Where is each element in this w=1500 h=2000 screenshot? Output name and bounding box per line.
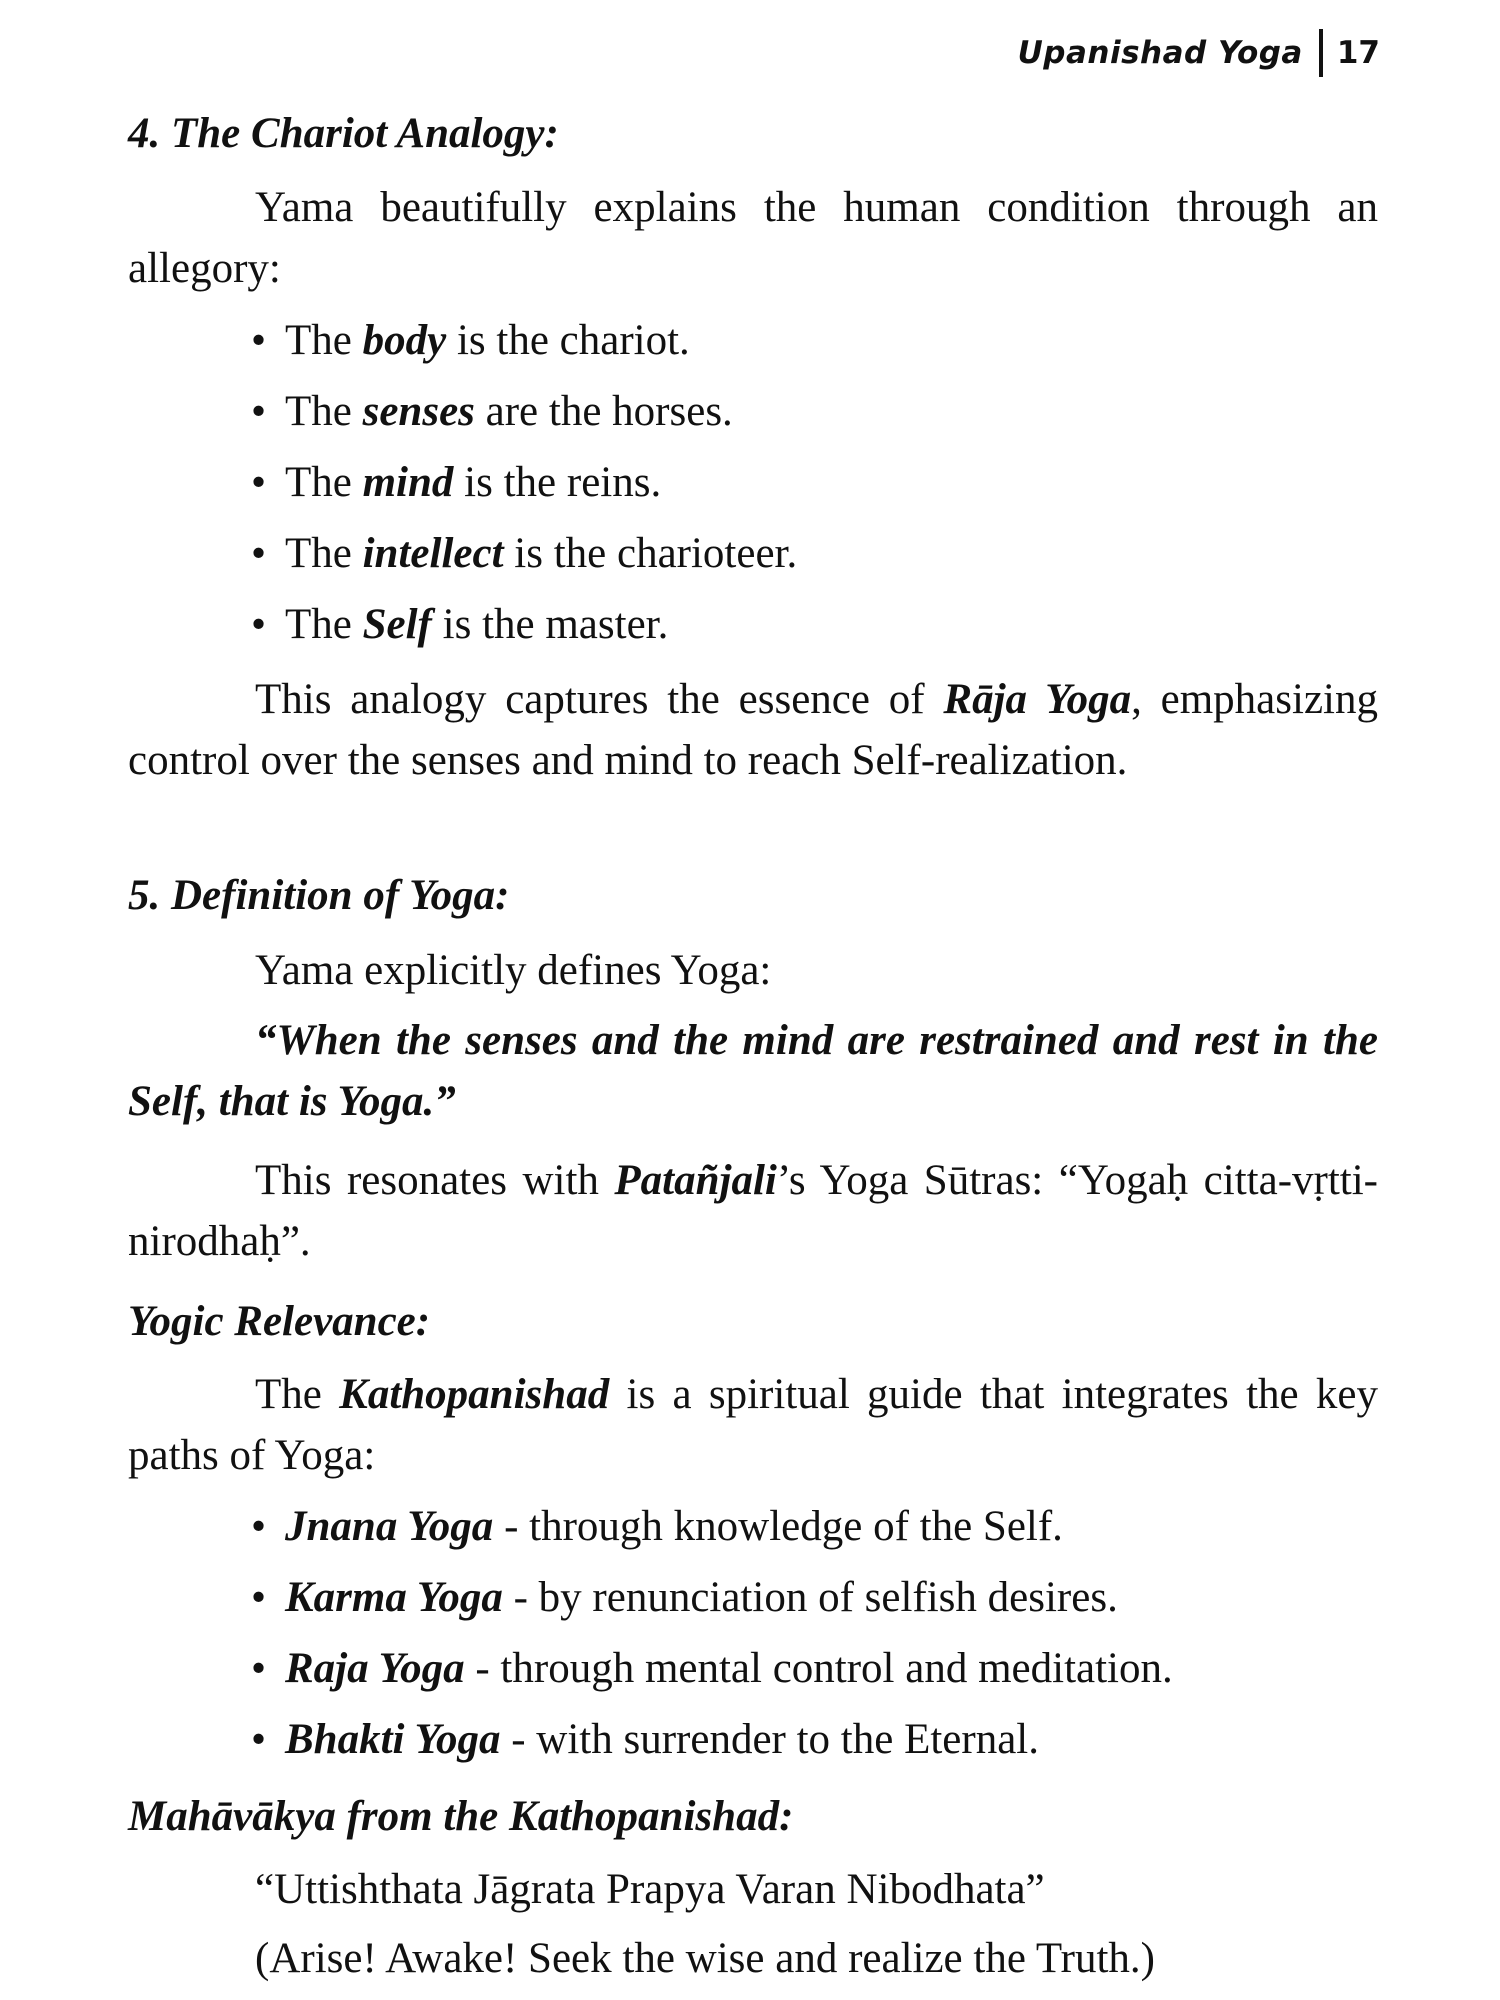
paragraph-text: This analogy captures the essence of xyxy=(255,676,944,723)
paragraph-text: Yama explicitly defines Yoga: xyxy=(255,947,772,994)
list-item-text: - by renunciation of selfish desires. xyxy=(502,1574,1118,1621)
sanskrit-line: “Uttishthata Jāgrata Prapya Varan Nibodhata” xyxy=(255,1866,1045,1913)
list-item-text: The xyxy=(285,388,363,435)
bullet-dot: • xyxy=(251,601,267,648)
quotation xyxy=(128,1010,1378,1132)
section-heading: 4. The Chariot Analogy: xyxy=(128,110,559,157)
running-title: Upanishad Yoga xyxy=(1017,35,1303,71)
emphasized-term: body xyxy=(362,317,447,364)
bullet-dot: • xyxy=(251,1716,267,1763)
translation-line: (Arise! Awake! Seek the wise and realize the Truth.) xyxy=(255,1935,1155,1982)
paragraph-text: This resonates with xyxy=(255,1157,615,1204)
bullet-dot: • xyxy=(251,1503,267,1550)
bullet-dot: • xyxy=(251,1574,267,1621)
header-divider xyxy=(1319,29,1323,77)
paragraph-text: The xyxy=(255,1371,340,1418)
emphasized-term: Karma Yoga xyxy=(285,1574,503,1621)
emphasized-term: Raja Yoga xyxy=(285,1645,465,1692)
page-number: 17 xyxy=(1336,35,1380,71)
list-item-text: is the reins. xyxy=(453,459,662,506)
list-item-text: The xyxy=(285,317,363,364)
emphasized-term: Patañjali xyxy=(614,1157,777,1204)
list-item xyxy=(128,311,1500,371)
list-item-text: - with surrender to the Eternal. xyxy=(500,1716,1039,1763)
list-item xyxy=(128,1568,1500,1628)
bullet-dot: • xyxy=(251,1645,267,1692)
list-item-text: is the master. xyxy=(431,601,669,648)
paragraph xyxy=(128,177,1378,299)
emphasized-term: Self xyxy=(362,601,432,648)
bullet-dot: • xyxy=(251,388,267,435)
emphasized-term: Jnana Yoga xyxy=(285,1503,494,1550)
paragraph xyxy=(128,940,1378,1001)
list-item xyxy=(128,1710,1500,1770)
emphasized-term: mind xyxy=(362,459,454,506)
section-heading: Mahāvākya from the Kathopanishad: xyxy=(128,1793,794,1840)
list-item xyxy=(128,524,1500,584)
paragraph xyxy=(128,1364,1378,1486)
emphasized-term: Bhakti Yoga xyxy=(285,1716,501,1763)
list-item-text: The xyxy=(285,530,363,577)
list-item-text: is the chariot. xyxy=(446,317,690,364)
paragraph-text: is a spiritual guide that integrates the key paths of Yoga: xyxy=(128,1371,1378,1479)
section-heading: Yogic Relevance: xyxy=(128,1298,431,1345)
bullet-dot: • xyxy=(251,317,267,364)
list-item xyxy=(128,1497,1500,1557)
list-item-text: are the horses. xyxy=(474,388,733,435)
list-item-text: - through knowledge of the Self. xyxy=(493,1503,1063,1550)
list-item-text: - through mental control and meditation. xyxy=(464,1645,1173,1692)
bullet-dot: • xyxy=(251,530,267,577)
list-item-text: The xyxy=(285,601,363,648)
emphasized-term: intellect xyxy=(362,530,504,577)
list-item-text: The xyxy=(285,459,363,506)
emphasized-term: senses xyxy=(362,388,475,435)
running-header xyxy=(1018,22,1380,84)
paragraph xyxy=(128,669,1378,791)
paragraph-text: ’s Yoga Sūtras: “Yogaḥ citta-vṛtti-nirodhaḥ”. xyxy=(128,1157,1378,1265)
paragraph-text: Yama beautifully explains the human condition through an allegory: xyxy=(128,184,1378,292)
paragraph-text: , emphasizing control over the senses and mind to reach Self-realization. xyxy=(128,676,1378,784)
emphasized-term: Rāja Yoga xyxy=(943,676,1132,723)
quotation-text: “When the senses and the mind are restrained and rest in the Self, that is Yoga.” xyxy=(128,1017,1378,1125)
paragraph xyxy=(128,1150,1378,1272)
list-item xyxy=(128,595,1500,655)
emphasized-term: Kathopanishad xyxy=(339,1371,610,1418)
list-item xyxy=(128,453,1500,513)
list-item xyxy=(128,1639,1500,1699)
bullet-dot: • xyxy=(251,459,267,506)
section-heading: 5. Definition of Yoga: xyxy=(128,872,510,919)
list-item-text: is the charioteer. xyxy=(503,530,798,577)
list-item xyxy=(128,382,1500,442)
